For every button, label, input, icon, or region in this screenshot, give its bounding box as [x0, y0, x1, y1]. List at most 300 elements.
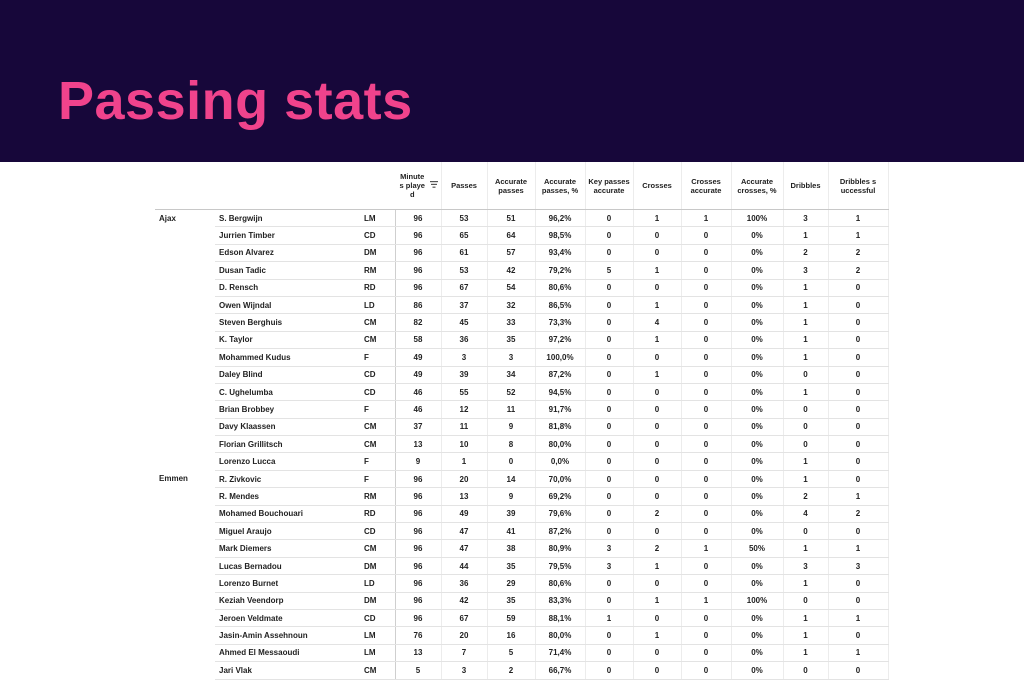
player-position: LM	[360, 644, 395, 661]
crosses-cell: 0	[633, 488, 681, 505]
player-position: CM	[360, 418, 395, 435]
minutes-cell: 96	[395, 210, 441, 227]
crosses-accurate-cell: 0	[681, 401, 731, 418]
passes-cell: 47	[441, 540, 487, 557]
dribbles-successful-cell: 1	[828, 644, 888, 661]
passes-header[interactable]: Passes	[441, 162, 487, 210]
crosses-accurate-cell: 0	[681, 227, 731, 244]
player-name: Mark Diemers	[215, 540, 360, 557]
dribbles-successful-cell: 0	[828, 383, 888, 400]
crosses-cell: 0	[633, 279, 681, 296]
accurate-crosses-pct-cell: 0%	[731, 418, 783, 435]
dribbles-cell: 3	[783, 262, 828, 279]
accurate-crosses-pct-cell: 0%	[731, 262, 783, 279]
key-passes-accurate-cell: 0	[585, 662, 633, 679]
player-position: CD	[360, 523, 395, 540]
key-passes-accurate-cell: 0	[585, 505, 633, 522]
crosses-cell: 4	[633, 314, 681, 331]
table-row[interactable]	[155, 418, 888, 435]
player-position: CM	[360, 314, 395, 331]
crosses-cell: 0	[633, 662, 681, 679]
team-name: Emmen	[159, 474, 188, 484]
crosses-cell: 1	[633, 557, 681, 574]
minutes-cell: 96	[395, 470, 441, 487]
dribbles-successful-cell: 0	[828, 366, 888, 383]
player-position: CM	[360, 662, 395, 679]
dribbles-cell: 0	[783, 401, 828, 418]
crosses-header[interactable]: Crosses	[633, 162, 681, 210]
crosses-cell: 0	[633, 523, 681, 540]
table-row[interactable]	[155, 436, 888, 453]
table-row[interactable]	[155, 296, 888, 313]
accurate-crosses-pct-cell: 100%	[731, 592, 783, 609]
table-row[interactable]	[155, 488, 888, 505]
accurate-passes-pct-cell: 80,6%	[535, 279, 585, 296]
accurate-passes-pct-cell: 97,2%	[535, 331, 585, 348]
accurate-passes-pct-cell: 71,4%	[535, 644, 585, 661]
crosses-accurate-cell: 0	[681, 557, 731, 574]
key-passes-accurate-cell: 0	[585, 227, 633, 244]
crosses-cell: 0	[633, 349, 681, 366]
player-name: S. Bergwijn	[215, 210, 360, 227]
accurate-passes-pct-cell: 87,2%	[535, 523, 585, 540]
accurate-crosses-pct-cell: 0%	[731, 227, 783, 244]
accurate-passes-pct-cell: 66,7%	[535, 662, 585, 679]
accurate-passes-cell: 33	[487, 314, 535, 331]
accurate-passes-pct-cell: 91,7%	[535, 401, 585, 418]
minutes-cell: 86	[395, 296, 441, 313]
dribbles-header[interactable]: Dribbles	[783, 162, 828, 210]
accurate-passes-pct-cell: 79,2%	[535, 262, 585, 279]
dribbles-cell: 1	[783, 349, 828, 366]
crosses-cell: 1	[633, 262, 681, 279]
accurate-passes-cell: 64	[487, 227, 535, 244]
key-passes-accurate-cell: 0	[585, 488, 633, 505]
crosses-cell: 1	[633, 592, 681, 609]
dribbles-cell: 3	[783, 557, 828, 574]
table-row[interactable]	[155, 210, 888, 227]
accurate-passes-cell: 3	[487, 349, 535, 366]
accurate-passes-header[interactable]: Accurate passes	[487, 162, 535, 210]
player-name: Mohammed Kudus	[215, 349, 360, 366]
passes-cell: 1	[441, 453, 487, 470]
dribbles-cell: 1	[783, 227, 828, 244]
key-passes-accurate-cell: 0	[585, 349, 633, 366]
accurate-crosses-pct-header[interactable]: Accurate crosses, %	[731, 162, 783, 210]
crosses-accurate-cell: 0	[681, 349, 731, 366]
accurate-crosses-pct-cell: 0%	[731, 383, 783, 400]
accurate-crosses-pct-cell: 0%	[731, 662, 783, 679]
key-passes-accurate-cell: 5	[585, 262, 633, 279]
accurate-passes-pct-cell: 80,0%	[535, 627, 585, 644]
player-name: D. Rensch	[215, 279, 360, 296]
table-row[interactable]	[155, 244, 888, 261]
crosses-cell: 2	[633, 505, 681, 522]
player-position: DM	[360, 592, 395, 609]
table-row[interactable]	[155, 366, 888, 383]
key-passes-accurate-cell: 0	[585, 366, 633, 383]
player-name: Lucas Bernadou	[215, 557, 360, 574]
crosses-cell: 1	[633, 296, 681, 313]
minutes-cell: 96	[395, 557, 441, 574]
player-position: CM	[360, 331, 395, 348]
accurate-crosses-pct-cell: 0%	[731, 505, 783, 522]
key-passes-accurate-cell: 0	[585, 210, 633, 227]
key-passes-accurate-cell: 0	[585, 436, 633, 453]
dribbles-cell: 1	[783, 331, 828, 348]
minutes-cell: 96	[395, 505, 441, 522]
passes-cell: 42	[441, 592, 487, 609]
crosses-cell: 2	[633, 540, 681, 557]
crosses-accurate-cell: 1	[681, 540, 731, 557]
key-passes-accurate-cell: 0	[585, 418, 633, 435]
minutes-cell: 5	[395, 662, 441, 679]
accurate-passes-cell: 9	[487, 488, 535, 505]
player-name: Jurrien Timber	[215, 227, 360, 244]
crosses-cell: 0	[633, 401, 681, 418]
accurate-crosses-pct-cell: 50%	[731, 540, 783, 557]
player-name: Florian Grillitsch	[215, 436, 360, 453]
accurate-passes-pct-cell: 100,0%	[535, 349, 585, 366]
passes-cell: 67	[441, 279, 487, 296]
accurate-passes-pct-cell: 98,5%	[535, 227, 585, 244]
player-name: C. Ughelumba	[215, 383, 360, 400]
player-position: F	[360, 470, 395, 487]
minutes-cell: 96	[395, 262, 441, 279]
dribbles-successful-cell: 0	[828, 662, 888, 679]
player-name: R. Zivkovic	[215, 470, 360, 487]
accurate-passes-pct-cell: 80,6%	[535, 575, 585, 592]
passes-cell: 3	[441, 349, 487, 366]
passes-cell: 20	[441, 627, 487, 644]
accurate-passes-pct-header[interactable]: Accurate passes, %	[535, 162, 585, 210]
accurate-crosses-pct-cell: 0%	[731, 488, 783, 505]
player-name: Ahmed El Messaoudi	[215, 644, 360, 661]
table-row[interactable]	[155, 644, 888, 661]
dribbles-cell: 0	[783, 523, 828, 540]
accurate-passes-cell: 11	[487, 401, 535, 418]
passes-cell: 49	[441, 505, 487, 522]
dribbles-successful-cell: 0	[828, 627, 888, 644]
table-row[interactable]	[155, 331, 888, 348]
dribbles-successful-cell: 1	[828, 609, 888, 626]
dribbles-successful-cell: 0	[828, 523, 888, 540]
dribbles-successful-cell: 1	[828, 488, 888, 505]
accurate-crosses-pct-cell: 0%	[731, 627, 783, 644]
accurate-passes-pct-cell: 88,1%	[535, 609, 585, 626]
minutes-cell: 96	[395, 488, 441, 505]
crosses-accurate-cell: 0	[681, 383, 731, 400]
player-position: RD	[360, 505, 395, 522]
table-row[interactable]	[155, 575, 888, 592]
dribbles-successful-cell: 2	[828, 505, 888, 522]
dribbles-cell: 1	[783, 575, 828, 592]
accurate-passes-cell: 35	[487, 331, 535, 348]
crosses-cell: 0	[633, 644, 681, 661]
crosses-accurate-cell: 0	[681, 453, 731, 470]
passes-cell: 53	[441, 262, 487, 279]
dribbles-successful-cell: 0	[828, 314, 888, 331]
accurate-passes-cell: 16	[487, 627, 535, 644]
table-row[interactable]	[155, 609, 888, 626]
player-position: F	[360, 453, 395, 470]
crosses-accurate-cell: 0	[681, 436, 731, 453]
table-row[interactable]	[155, 349, 888, 366]
crosses-accurate-header[interactable]: Crosses accurate	[681, 162, 731, 210]
dribbles-successful-cell: 0	[828, 418, 888, 435]
crosses-cell: 0	[633, 418, 681, 435]
minutes-cell: 96	[395, 609, 441, 626]
passes-cell: 61	[441, 244, 487, 261]
key-passes-accurate-cell: 0	[585, 314, 633, 331]
accurate-passes-pct-cell: 79,6%	[535, 505, 585, 522]
crosses-cell: 1	[633, 210, 681, 227]
dribbles-successful-cell: 0	[828, 436, 888, 453]
table-row[interactable]	[155, 383, 888, 400]
player-name: Davy Klaassen	[215, 418, 360, 435]
dribbles-successful-cell: 0	[828, 470, 888, 487]
key-passes-accurate-cell: 0	[585, 383, 633, 400]
table-row[interactable]	[155, 314, 888, 331]
accurate-crosses-pct-cell: 0%	[731, 366, 783, 383]
table-row[interactable]	[155, 592, 888, 609]
accurate-passes-cell: 5	[487, 644, 535, 661]
player-name: Dusan Tadic	[215, 262, 360, 279]
accurate-passes-pct-cell: 93,4%	[535, 244, 585, 261]
player-position: CM	[360, 540, 395, 557]
player-position: RM	[360, 262, 395, 279]
dribbles-cell: 1	[783, 453, 828, 470]
minutes-cell: 82	[395, 314, 441, 331]
crosses-cell: 0	[633, 470, 681, 487]
crosses-accurate-cell: 0	[681, 644, 731, 661]
accurate-crosses-pct-cell: 0%	[731, 470, 783, 487]
accurate-crosses-pct-cell: 0%	[731, 575, 783, 592]
crosses-accurate-cell: 0	[681, 244, 731, 261]
accurate-passes-cell: 57	[487, 244, 535, 261]
minutes-cell: 13	[395, 436, 441, 453]
player-name: Lorenzo Lucca	[215, 453, 360, 470]
dribbles-cell: 0	[783, 418, 828, 435]
passes-cell: 37	[441, 296, 487, 313]
accurate-passes-cell: 35	[487, 557, 535, 574]
table-row[interactable]	[155, 262, 888, 279]
dribbles-successful-cell: 0	[828, 279, 888, 296]
player-name: Jasin-Amin Assehnoun	[215, 627, 360, 644]
dribbles-cell: 1	[783, 470, 828, 487]
passes-cell: 20	[441, 470, 487, 487]
crosses-accurate-cell: 0	[681, 627, 731, 644]
accurate-crosses-pct-cell: 0%	[731, 401, 783, 418]
dribbles-cell: 1	[783, 609, 828, 626]
key-passes-accurate-cell: 0	[585, 592, 633, 609]
minutes-cell: 49	[395, 349, 441, 366]
crosses-cell: 1	[633, 331, 681, 348]
dribbles-cell: 0	[783, 436, 828, 453]
table-row[interactable]	[155, 505, 888, 522]
passes-cell: 3	[441, 662, 487, 679]
accurate-crosses-pct-cell: 0%	[731, 523, 783, 540]
table-row[interactable]	[155, 523, 888, 540]
player-position: CD	[360, 609, 395, 626]
crosses-cell: 0	[633, 453, 681, 470]
player-name: Jeroen Veldmate	[215, 609, 360, 626]
accurate-passes-cell: 34	[487, 366, 535, 383]
player-name: Lorenzo Burnet	[215, 575, 360, 592]
accurate-passes-cell: 32	[487, 296, 535, 313]
crosses-cell: 0	[633, 609, 681, 626]
accurate-crosses-pct-cell: 0%	[731, 557, 783, 574]
player-position: DM	[360, 557, 395, 574]
dribbles-cell: 0	[783, 366, 828, 383]
key-passes-accurate-cell: 0	[585, 244, 633, 261]
accurate-passes-cell: 41	[487, 523, 535, 540]
key-passes-accurate-cell: 3	[585, 557, 633, 574]
accurate-passes-cell: 29	[487, 575, 535, 592]
dribbles-successful-cell: 0	[828, 296, 888, 313]
accurate-passes-cell: 59	[487, 609, 535, 626]
crosses-accurate-cell: 0	[681, 418, 731, 435]
crosses-cell: 0	[633, 436, 681, 453]
crosses-accurate-cell: 0	[681, 331, 731, 348]
crosses-accurate-cell: 0	[681, 262, 731, 279]
passes-cell: 11	[441, 418, 487, 435]
accurate-passes-pct-cell: 83,3%	[535, 592, 585, 609]
table-row[interactable]	[155, 627, 888, 644]
dribbles-successful-cell: 1	[828, 227, 888, 244]
player-position: LM	[360, 627, 395, 644]
accurate-crosses-pct-cell: 0%	[731, 279, 783, 296]
accurate-crosses-pct-cell: 0%	[731, 331, 783, 348]
player-position: CD	[360, 383, 395, 400]
accurate-passes-cell: 0	[487, 453, 535, 470]
accurate-crosses-pct-cell: 0%	[731, 244, 783, 261]
table-row[interactable]	[155, 227, 888, 244]
key-passes-accurate-cell: 0	[585, 401, 633, 418]
team-column-header	[155, 162, 215, 210]
passes-cell: 47	[441, 523, 487, 540]
dribbles-successful-cell: 1	[828, 210, 888, 227]
passing-stats-table	[155, 162, 889, 680]
key-passes-accurate-cell: 0	[585, 296, 633, 313]
minutes-cell: 76	[395, 627, 441, 644]
accurate-crosses-pct-cell: 0%	[731, 296, 783, 313]
minutes-cell: 96	[395, 540, 441, 557]
dribbles-successful-cell: 1	[828, 540, 888, 557]
minutes-played-header[interactable]	[395, 162, 441, 210]
passes-cell: 65	[441, 227, 487, 244]
crosses-accurate-cell: 0	[681, 279, 731, 296]
table-row[interactable]	[155, 453, 888, 470]
table-body	[155, 210, 888, 680]
player-position: LM	[360, 210, 395, 227]
key-passes-accurate-cell: 0	[585, 627, 633, 644]
minutes-cell: 46	[395, 383, 441, 400]
player-position: CD	[360, 366, 395, 383]
accurate-passes-cell: 2	[487, 662, 535, 679]
dribbles-cell: 1	[783, 627, 828, 644]
minutes-cell: 49	[395, 366, 441, 383]
minutes-cell: 13	[395, 644, 441, 661]
accurate-passes-pct-cell: 0,0%	[535, 453, 585, 470]
key-passes-accurate-cell: 0	[585, 331, 633, 348]
player-name: Steven Berghuis	[215, 314, 360, 331]
header-row	[155, 162, 888, 210]
player-position: LD	[360, 575, 395, 592]
key-passes-accurate-cell: 0	[585, 279, 633, 296]
table-row[interactable]	[155, 662, 888, 679]
crosses-accurate-cell: 1	[681, 592, 731, 609]
minutes-cell: 96	[395, 592, 441, 609]
dribbles-cell: 1	[783, 540, 828, 557]
table-row[interactable]	[155, 401, 888, 418]
table-row[interactable]	[155, 470, 888, 487]
page-title: Passing stats	[58, 71, 413, 131]
minutes-cell: 96	[395, 523, 441, 540]
player-name: Edson Alvarez	[215, 244, 360, 261]
player-position: RM	[360, 488, 395, 505]
crosses-accurate-cell: 1	[681, 210, 731, 227]
position-column-header	[360, 162, 395, 210]
accurate-passes-pct-cell: 86,5%	[535, 296, 585, 313]
key-passes-accurate-cell: 3	[585, 540, 633, 557]
crosses-cell: 0	[633, 227, 681, 244]
key-passes-accurate-cell: 0	[585, 523, 633, 540]
table-row[interactable]	[155, 279, 888, 296]
player-position: DM	[360, 244, 395, 261]
accurate-passes-pct-cell: 87,2%	[535, 366, 585, 383]
accurate-passes-cell: 35	[487, 592, 535, 609]
player-position: LD	[360, 296, 395, 313]
player-name: Jari Vlak	[215, 662, 360, 679]
dribbles-successful-cell: 0	[828, 401, 888, 418]
accurate-passes-cell: 14	[487, 470, 535, 487]
accurate-crosses-pct-cell: 0%	[731, 609, 783, 626]
player-position: CD	[360, 227, 395, 244]
crosses-cell: 0	[633, 383, 681, 400]
accurate-crosses-pct-cell: 0%	[731, 453, 783, 470]
crosses-accurate-cell: 0	[681, 314, 731, 331]
table-row[interactable]	[155, 557, 888, 574]
passes-cell: 67	[441, 609, 487, 626]
crosses-accurate-cell: 0	[681, 505, 731, 522]
key-passes-accurate-header[interactable]: Key passes accurate	[585, 162, 633, 210]
sort-descending-icon[interactable]	[430, 181, 438, 190]
minutes-cell: 37	[395, 418, 441, 435]
table-row[interactable]	[155, 540, 888, 557]
crosses-cell: 1	[633, 627, 681, 644]
crosses-cell: 1	[633, 366, 681, 383]
accurate-passes-cell: 42	[487, 262, 535, 279]
minutes-cell: 96	[395, 244, 441, 261]
accurate-passes-pct-cell: 79,5%	[535, 557, 585, 574]
crosses-cell: 0	[633, 575, 681, 592]
player-name: Mohamed Bouchouari	[215, 505, 360, 522]
accurate-crosses-pct-cell: 0%	[731, 349, 783, 366]
minutes-cell: 96	[395, 227, 441, 244]
key-passes-accurate-cell: 1	[585, 609, 633, 626]
minutes-cell: 96	[395, 575, 441, 592]
key-passes-accurate-cell: 0	[585, 470, 633, 487]
accurate-passes-pct-cell: 70,0%	[535, 470, 585, 487]
accurate-crosses-pct-cell: 0%	[731, 314, 783, 331]
dribbles-successful-cell: 0	[828, 453, 888, 470]
accurate-crosses-pct-cell: 100%	[731, 210, 783, 227]
minutes-cell: 58	[395, 331, 441, 348]
crosses-accurate-cell: 0	[681, 662, 731, 679]
accurate-passes-cell: 51	[487, 210, 535, 227]
dribbles-successful-header[interactable]: Dribbles s uccessful	[828, 162, 888, 210]
